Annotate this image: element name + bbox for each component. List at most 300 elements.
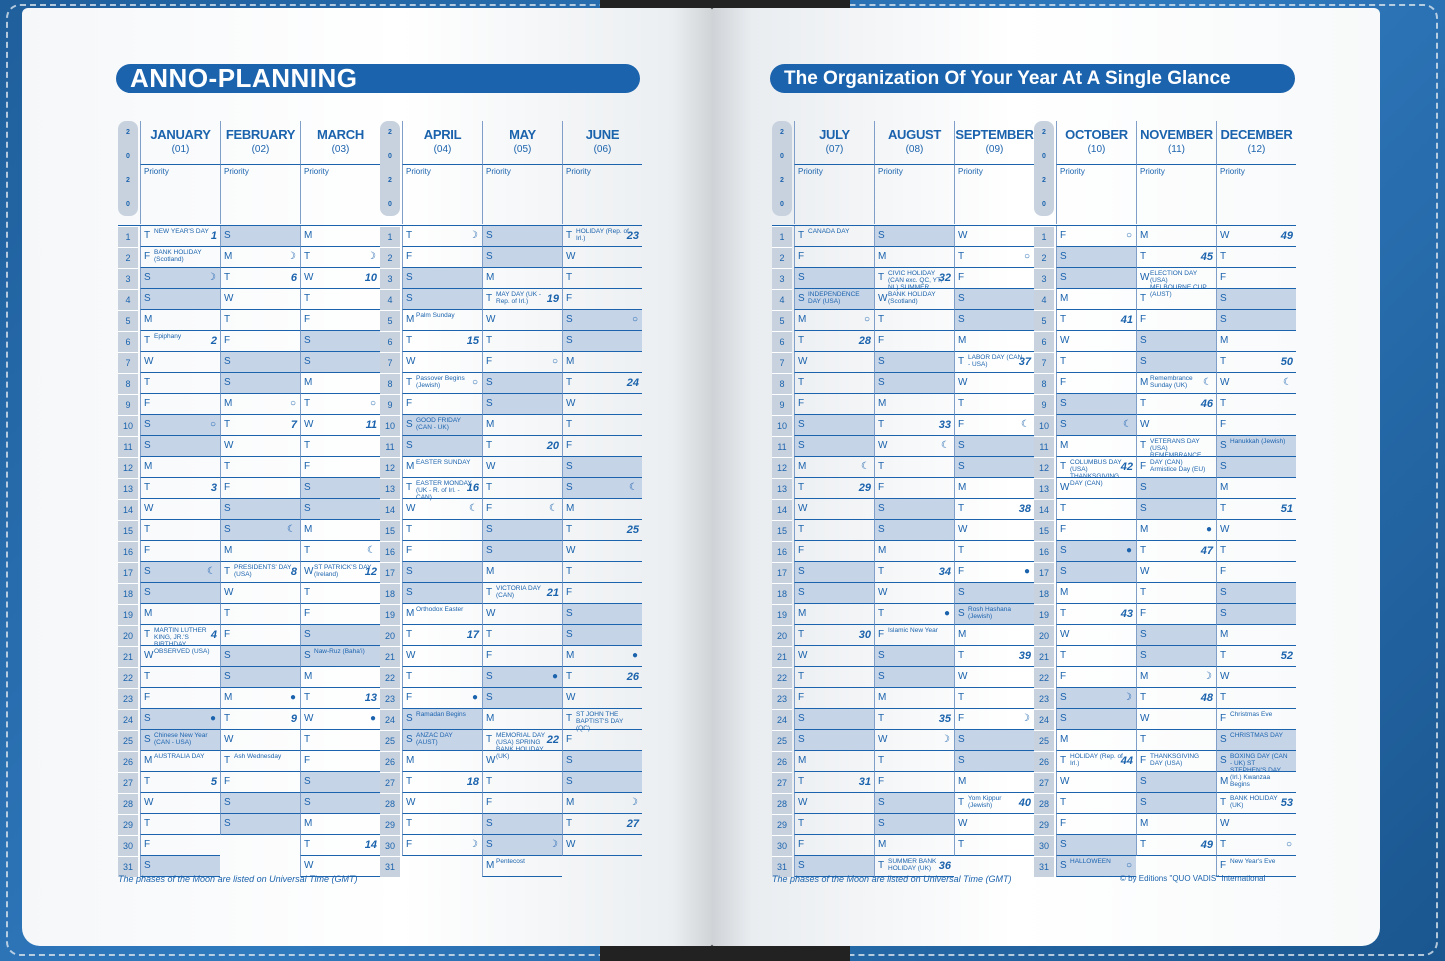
day-number: 11 — [1034, 436, 1054, 457]
weekday-letter: M — [1220, 629, 1229, 640]
day-cell — [562, 478, 642, 499]
weekday-letter: W — [958, 671, 968, 682]
weekday-letter: S — [1060, 272, 1067, 283]
day-cell — [402, 814, 482, 835]
day-cell — [1056, 814, 1136, 835]
day-cell — [1216, 331, 1296, 352]
day-event: Epiphany — [154, 333, 182, 340]
weekday-letter: S — [304, 629, 311, 640]
year-digit: 0 — [1042, 201, 1046, 208]
day-cell — [1216, 541, 1296, 562]
day-cell — [562, 541, 642, 562]
weekday-letter: S — [1060, 545, 1067, 556]
day-cell — [562, 814, 642, 835]
weekday-letter: W — [958, 524, 968, 535]
day-number: 9 — [1034, 394, 1054, 415]
day-number: 25 — [380, 730, 400, 751]
day-cell — [562, 394, 642, 415]
day-event: INDEPENDENCE DAY (USA) — [808, 291, 860, 305]
day-cell — [300, 373, 380, 394]
weekday-letter: F — [878, 629, 885, 640]
day-cell — [954, 625, 1034, 646]
weekday-letter: S — [878, 818, 885, 829]
day-cell — [1136, 814, 1216, 835]
day-event: CHRISTMAS DAY — [1230, 732, 1283, 739]
weekday-letter: T — [486, 776, 493, 787]
weekday-letter: S — [224, 230, 231, 241]
weekday-letter: T — [566, 272, 573, 283]
day-cell — [220, 457, 300, 478]
day-event: CIVIC HOLIDAY (CAN exc. QC, YT, NL) SUMMER BANK HOLIDAY (Scotland) — [888, 270, 943, 305]
weekday-letter: W — [1140, 566, 1150, 577]
weekday-letter: S — [878, 377, 885, 388]
weekday-letter: S — [1060, 419, 1067, 430]
day-cell — [1216, 625, 1296, 646]
weekday-letter: T — [1220, 839, 1227, 850]
day-cell — [402, 562, 482, 583]
month-number: (01) — [171, 144, 190, 155]
weekday-letter: M — [958, 335, 967, 346]
day-cell — [482, 352, 562, 373]
day-cell — [794, 373, 874, 394]
month-header — [794, 121, 874, 164]
day-cell — [140, 625, 220, 655]
month-name: SEPTEMBER — [955, 127, 1034, 142]
week-number: 28 — [858, 335, 871, 347]
day-cell — [1136, 625, 1216, 646]
day-cell — [1216, 688, 1296, 709]
day-cell — [482, 646, 562, 667]
month-number: (04) — [433, 144, 452, 155]
week-number: 52 — [1280, 650, 1293, 662]
day-number: 24 — [118, 709, 138, 730]
day-event: BANK HOLIDAY (UK) — [1230, 795, 1278, 809]
day-cell — [794, 625, 874, 646]
day-number: 26 — [118, 751, 138, 772]
weekday-letter: W — [486, 608, 496, 619]
day-cell — [874, 730, 954, 751]
weekday-letter: F — [224, 482, 231, 493]
day-number: 28 — [772, 793, 792, 814]
day-number: 13 — [1034, 478, 1054, 499]
day-cell — [482, 793, 562, 814]
moon-phase-icon: ☾ — [629, 482, 638, 493]
day-cell — [1056, 646, 1136, 667]
weekday-letter: W — [144, 503, 154, 514]
day-number: 26 — [772, 751, 792, 772]
day-cell — [1216, 268, 1296, 289]
day-cell — [1216, 835, 1296, 856]
weekday-letter: S — [878, 524, 885, 535]
day-cell — [562, 667, 642, 688]
day-cell — [562, 247, 642, 268]
day-cell — [874, 772, 954, 793]
day-number: 4 — [772, 289, 792, 310]
day-cell — [1136, 247, 1216, 268]
day-cell — [1136, 730, 1216, 751]
day-number: 24 — [380, 709, 400, 730]
day-cell — [300, 583, 380, 604]
weekday-letter: W — [304, 566, 314, 577]
day-cell — [794, 772, 874, 793]
day-cell — [954, 310, 1034, 331]
day-event: NEW YEAR'S DAY — [154, 228, 209, 235]
day-cell — [1056, 373, 1136, 394]
day-cell — [874, 352, 954, 373]
weekday-letter: M — [798, 461, 807, 472]
day-cell — [220, 709, 300, 730]
day-event: BOXING DAY (CAN - UK) ST STEPHEN'S DAY (Irl.) Kwanzaa Begins — [1230, 753, 1288, 788]
day-number: 21 — [1034, 646, 1054, 667]
day-cell — [954, 646, 1034, 667]
weekday-letter: S — [304, 650, 311, 661]
month-name: AUGUST — [887, 127, 942, 142]
weekday-letter: M — [1220, 335, 1229, 346]
week-number: 14 — [364, 839, 377, 851]
weekday-letter: W — [486, 755, 496, 766]
month-name: FEBRUARY — [225, 127, 296, 142]
day-cell — [1216, 478, 1296, 499]
day-cell — [1216, 457, 1296, 478]
day-cell — [1216, 772, 1296, 793]
weekday-letter: M — [224, 398, 233, 409]
month-name: MAY — [509, 127, 536, 142]
day-cell — [874, 583, 954, 604]
day-number: 22 — [380, 667, 400, 688]
day-cell — [1216, 499, 1296, 520]
weekday-letter: M — [1140, 377, 1149, 388]
weekday-letter: W — [566, 398, 576, 409]
day-cell — [874, 436, 954, 457]
weekday-letter: T — [144, 776, 151, 787]
day-cell — [300, 562, 380, 583]
weekday-letter: S — [144, 734, 151, 745]
day-cell — [954, 268, 1034, 289]
week-number: 34 — [938, 566, 951, 578]
day-cell — [300, 415, 380, 436]
weekday-letter: W — [304, 713, 314, 724]
day-cell — [1136, 646, 1216, 667]
week-number: 1 — [210, 230, 217, 242]
moon-phase-icon: ☽ — [469, 839, 478, 850]
weekday-letter: M — [486, 566, 495, 577]
weekday-letter: T — [144, 482, 151, 493]
weekday-letter: W — [304, 860, 314, 871]
priority-box: Priority — [1136, 164, 1216, 224]
month-number: (07) — [825, 144, 844, 155]
month-header — [1056, 121, 1136, 164]
day-cell — [402, 583, 482, 604]
day-cell — [1056, 352, 1136, 373]
month-number: (11) — [1167, 144, 1186, 155]
weekday-letter: W — [304, 272, 314, 283]
day-cell — [794, 793, 874, 814]
day-number: 19 — [380, 604, 400, 625]
weekday-letter: S — [224, 818, 231, 829]
day-cell — [220, 772, 300, 793]
day-number: 16 — [772, 541, 792, 562]
weekday-letter: T — [224, 755, 231, 766]
weekday-letter: W — [958, 818, 968, 829]
weekday-letter: T — [1140, 293, 1147, 304]
day-cell — [482, 562, 562, 583]
day-event: Christmas Eve — [1230, 711, 1273, 718]
weekday-letter: S — [224, 524, 231, 535]
weekday-letter: W — [1060, 776, 1070, 787]
month-name: NOVEMBER — [1140, 127, 1213, 142]
weekday-letter: T — [1140, 440, 1147, 451]
day-cell — [140, 499, 220, 520]
year-column — [118, 121, 138, 216]
day-cell — [794, 562, 874, 583]
day-number: 14 — [380, 499, 400, 520]
weekday-letter: S — [144, 272, 151, 283]
weekday-letter: M — [406, 461, 415, 472]
week-number: 21 — [546, 587, 559, 599]
day-event: Chinese New Year (CAN - USA) — [154, 732, 208, 746]
weekday-letter: T — [958, 797, 965, 808]
day-cell — [954, 415, 1034, 436]
weekday-letter: W — [1060, 482, 1070, 493]
weekday-letter: T — [1140, 587, 1147, 598]
weekday-letter: T — [406, 377, 413, 388]
day-cell — [140, 310, 220, 331]
grid-top-line — [118, 225, 642, 226]
weekday-letter: M — [1060, 293, 1069, 304]
weekday-letter: T — [798, 335, 805, 346]
day-cell — [794, 709, 874, 730]
weekday-letter: M — [224, 251, 233, 262]
weekday-letter: T — [1060, 650, 1067, 661]
day-cell — [402, 667, 482, 688]
day-cell — [140, 415, 220, 436]
weekday-letter: F — [304, 314, 311, 325]
weekday-letter: S — [224, 356, 231, 367]
day-cell — [482, 457, 562, 478]
day-number: 31 — [380, 856, 400, 877]
weekday-letter: F — [1060, 377, 1067, 388]
day-cell — [954, 604, 1034, 625]
day-cell — [140, 331, 220, 352]
weekday-letter: S — [1060, 713, 1067, 724]
day-cell — [1056, 226, 1136, 247]
weekday-letter: M — [878, 839, 887, 850]
weekday-letter: S — [1220, 440, 1227, 451]
day-number: 21 — [118, 646, 138, 667]
day-event: Islamic New Year — [888, 627, 938, 634]
weekday-letter: T — [144, 377, 151, 388]
day-cell — [1136, 520, 1216, 541]
moon-phase-icon: ☾ — [287, 524, 296, 535]
weekday-letter: T — [1140, 839, 1147, 850]
day-number: 23 — [772, 688, 792, 709]
day-cell — [300, 520, 380, 541]
day-cell — [954, 583, 1034, 604]
day-event: Passover Begins (Jewish) — [416, 375, 465, 389]
month-number: (03) — [331, 144, 350, 155]
moon-phase-icon: ☽ — [549, 839, 558, 850]
day-cell — [1056, 289, 1136, 310]
weekday-letter: W — [566, 839, 576, 850]
day-cell — [140, 247, 220, 268]
month-header — [1216, 121, 1296, 164]
day-cell — [220, 331, 300, 352]
day-cell — [220, 268, 300, 289]
day-cell — [1136, 310, 1216, 331]
day-cell — [140, 352, 220, 373]
weekday-letter: S — [144, 419, 151, 430]
month-header — [562, 121, 642, 164]
weekday-letter: T — [406, 818, 413, 829]
day-cell — [402, 604, 482, 625]
month-name: JUNE — [585, 127, 620, 142]
priority-box: Priority — [1216, 164, 1296, 224]
weekday-letter: F — [1140, 608, 1147, 619]
day-number: 30 — [1034, 835, 1054, 856]
day-number: 27 — [1034, 772, 1054, 793]
moon-phase-icon: ○ — [369, 398, 376, 409]
weekday-letter: T — [1220, 398, 1227, 409]
weekday-letter: F — [566, 587, 573, 598]
weekday-letter: S — [566, 755, 573, 766]
day-cell — [794, 604, 874, 625]
day-cell — [402, 772, 482, 793]
day-number: 8 — [1034, 373, 1054, 394]
moon-phase-icon: ● — [289, 692, 296, 703]
week-number: 7 — [290, 419, 297, 431]
day-cell — [300, 730, 380, 751]
weekday-letter: T — [1220, 545, 1227, 556]
day-cell — [140, 604, 220, 625]
day-number: 25 — [118, 730, 138, 751]
weekday-letter: W — [1220, 818, 1230, 829]
day-number: 24 — [1034, 709, 1054, 730]
day-cell — [794, 352, 874, 373]
week-number: 43 — [1120, 608, 1133, 620]
day-number: 12 — [118, 457, 138, 478]
day-number: 23 — [118, 688, 138, 709]
day-cell — [402, 646, 482, 667]
weekday-letter: T — [566, 377, 573, 388]
month-header — [140, 121, 220, 164]
weekday-letter: W — [406, 650, 416, 661]
day-cell — [1056, 436, 1136, 457]
day-cell — [482, 541, 562, 562]
right-title: The Organization Of Your Year At A Single Glance — [784, 67, 1231, 89]
weekday-letter: T — [1220, 692, 1227, 703]
day-cell — [482, 772, 562, 793]
day-cell — [1136, 457, 1216, 478]
day-cell — [794, 730, 874, 751]
weekday-letter: S — [1220, 314, 1227, 325]
week-number: 11 — [365, 419, 377, 431]
day-cell — [1216, 583, 1296, 604]
week-number: 26 — [626, 671, 639, 683]
day-number: 9 — [380, 394, 400, 415]
day-cell — [562, 709, 642, 730]
day-cell — [1056, 793, 1136, 814]
year-digit: 0 — [780, 201, 784, 208]
priority-box: Priority — [220, 164, 300, 224]
day-cell — [300, 814, 380, 835]
weekday-letter: M — [958, 629, 967, 640]
moon-phase-icon: ● — [209, 713, 216, 724]
year-digit: 0 — [388, 201, 392, 208]
weekday-letter: F — [144, 839, 151, 850]
day-cell — [1216, 562, 1296, 583]
day-cell — [300, 646, 380, 667]
weekday-letter: S — [144, 440, 151, 451]
week-number: 36 — [938, 860, 951, 872]
day-cell — [954, 226, 1034, 247]
day-cell — [794, 541, 874, 562]
day-cell — [482, 835, 562, 856]
day-number: 6 — [772, 331, 792, 352]
moon-phase-icon: ○ — [1125, 860, 1132, 871]
day-cell — [954, 247, 1034, 268]
priority-box: Priority — [562, 164, 642, 224]
day-cell — [402, 793, 482, 814]
weekday-letter: S — [1140, 629, 1147, 640]
weekday-letter: S — [798, 419, 805, 430]
day-cell — [220, 604, 300, 625]
day-cell — [300, 793, 380, 814]
day-number: 14 — [1034, 499, 1054, 520]
footnote-right: The phases of the Moon are listed on Universal Time (GMT) — [772, 874, 1012, 884]
day-cell — [874, 268, 954, 305]
day-cell — [562, 226, 642, 247]
day-cell — [874, 646, 954, 667]
day-number: 15 — [118, 520, 138, 541]
weekday-letter: S — [1220, 734, 1227, 745]
day-number: 1 — [380, 226, 400, 247]
weekday-letter: W — [1140, 419, 1150, 430]
day-cell — [794, 226, 874, 247]
weekday-letter: F — [486, 503, 493, 514]
weekday-letter: T — [1140, 251, 1147, 262]
day-cell — [140, 436, 220, 457]
day-cell — [1216, 436, 1296, 457]
day-cell — [300, 667, 380, 688]
weekday-letter: T — [144, 230, 151, 241]
day-number: 28 — [118, 793, 138, 814]
weekday-letter: W — [798, 650, 808, 661]
weekday-letter: M — [304, 230, 313, 241]
week-number: 40 — [1018, 797, 1031, 809]
day-cell — [140, 772, 220, 793]
day-cell — [562, 583, 642, 604]
day-cell — [874, 667, 954, 688]
day-cell — [1216, 709, 1296, 730]
weekday-letter: M — [144, 608, 153, 619]
day-cell — [874, 835, 954, 856]
day-cell — [1136, 373, 1216, 394]
day-cell — [1056, 499, 1136, 520]
day-cell — [300, 835, 380, 856]
weekday-letter: M — [878, 692, 887, 703]
weekday-letter: T — [566, 818, 573, 829]
day-cell — [300, 436, 380, 457]
weekday-letter: W — [1220, 671, 1230, 682]
weekday-letter: W — [304, 419, 314, 430]
weekday-letter: T — [958, 356, 965, 367]
day-number: 18 — [118, 583, 138, 604]
weekday-letter: T — [406, 629, 413, 640]
publisher-credit: © by Editions "QUO VADIS" International — [1120, 874, 1266, 883]
weekday-letter: S — [1060, 566, 1067, 577]
day-cell — [1216, 394, 1296, 415]
day-cell — [1136, 793, 1216, 814]
